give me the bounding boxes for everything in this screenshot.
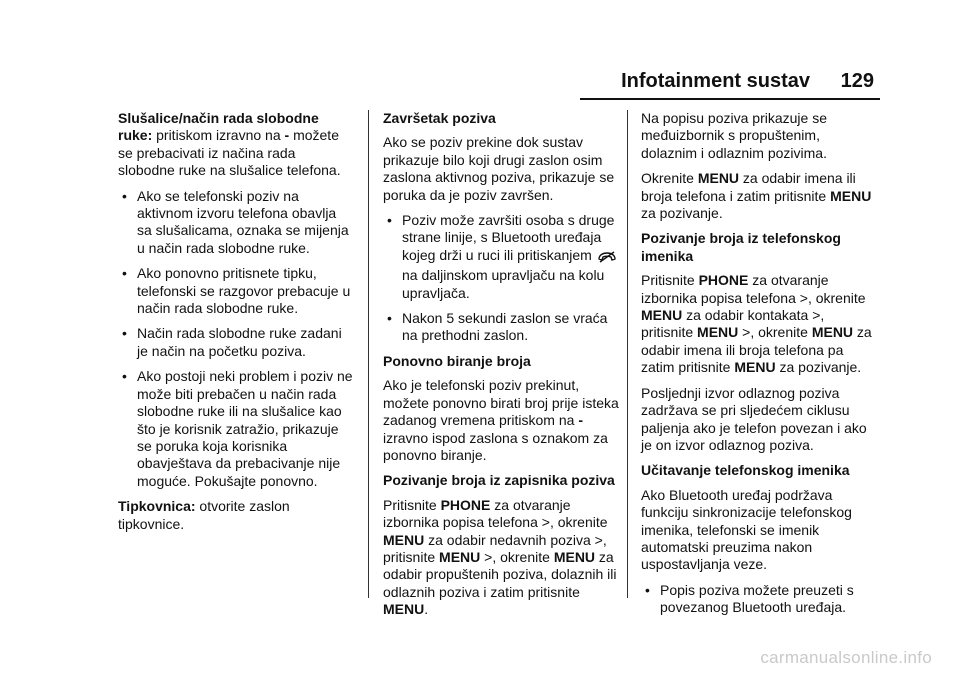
column-divider [627,110,628,598]
list-item: • Nakon 5 sekundi zaslon se vraća na prethodni zaslon. [387,310,608,344]
paragraph-redial: Ako je telefonski poziv prekinut, možete ponovno birati broj prije isteka zadanog vremena pritiskom na - izravno ispod zaslona s oznakom za ponovno biranje. [383,377,619,463]
list-item: • Ako se telefonski poziv na aktivnom izvoru telefona obavlja sa slušalicama, oznaka se mijenja u način rada slobodne ruke. [122,187,349,256]
phone-hangup-icon [598,250,616,267]
heading-phonebook-call: Pozivanje broja iz telefonskog imenika [641,230,841,264]
paragraph-end-call: Ako se poziv prekine dok sustav prikazuje bilo koji drugi zaslon osim zaslona aktivnog poziva, prikazuje se poruka da je poziv završen. [383,134,615,203]
paragraph-headset-mode: Slušalice/način rada slobodne ruke: pritiskom izravno na - možete se prebacivati iz načina rada slobodne ruke na slušalice telefona. [118,110,341,179]
paragraph-call-log: Pritisnite PHONE za otvaranje izbornika popisa telefona >, okrenite MENU za odabir nedavnih poziva >, pritisnite MENU >, okrenite MENU za odabir propuštenih poziva, dolaznih ili odlaznih poziva i zatim pritisnite MENU. [383,496,617,618]
column-divider [368,110,369,598]
list-item: • Ako ponovno pritisnete tipku, telefonski se razgovor prebacuje u način rada slobodne ruke. [122,265,351,317]
column-3 [641,110,877,625]
paragraph-call-list: Na popisu poziva prikazuje se međuizbornik s propuštenim, dolaznim i odlaznim pozivima. [641,110,827,161]
watermark: carmanualsonline.info [760,648,932,667]
header-rule [580,98,880,100]
heading-end-call: Završetak poziva [383,110,496,126]
heading-phonebook-load: Učitavanje telefonskog imenika [641,462,850,479]
paragraph-last-source: Posljednji izvor odlaznog poziva zadržava se pri sljedećem ciklusu paljenja ako je telefon povezan i ako je on izvor odlaznog poziva. [641,384,867,453]
page-title: Infotainment sustav [621,70,810,92]
column-2 [383,110,623,627]
list-item: • Ako postoji neki problem i poziv ne može biti prebačen u način rada slobodne ruke ili na slušalice kao što je korisnik zatražio, prikazuje se poruka koja korisnika obavještava da prebacivanje nije moguće. Pokušajte ponovno. [122,368,353,489]
page-number: 129 [840,70,874,92]
list-item: • Način rada slobodne ruke zadani je način na početku poziva. [122,325,342,359]
paragraph-select-name: Okrenite MENU za odabir imena ili broja telefona i zatim pritisnite MENU za pozivanje. [641,170,872,222]
list-item: • Poziv može završiti osoba s druge strane linije, s Bluetooth uređaja kojeg drži u ruci ili pritiskanjem na daljinskom upravljaču na kolu upravljača. [387,212,615,301]
list-item: • Popis poziva možete preuzeti s povezanog Bluetooth uređaja. [645,581,854,616]
paragraph-phonebook-load: Ako Bluetooth uređaj podržava funkciju sinkronizacije telefonskog imenika, telefonski se imenik automatski preuzima nakon uspostavljanja veze. [641,486,852,573]
paragraph-keyboard: Tipkovnica: otvorite zaslon tipkovnice. [118,498,290,532]
page-header [580,66,880,106]
paragraph-phonebook-call: Pritisnite PHONE za otvaranje izbornika popisa telefona >, okrenite MENU za odabir kontakata >, pritisnite MENU >, okrenite MENU za odabir imena ili broja telefona pa zatim pritisnite MENU za pozivanje. [641,272,872,376]
heading-redial: Ponovno biranje broja [383,352,531,369]
column-1 [118,110,354,541]
heading-call-log: Pozivanje broja iz zapisnika poziva [383,472,615,489]
